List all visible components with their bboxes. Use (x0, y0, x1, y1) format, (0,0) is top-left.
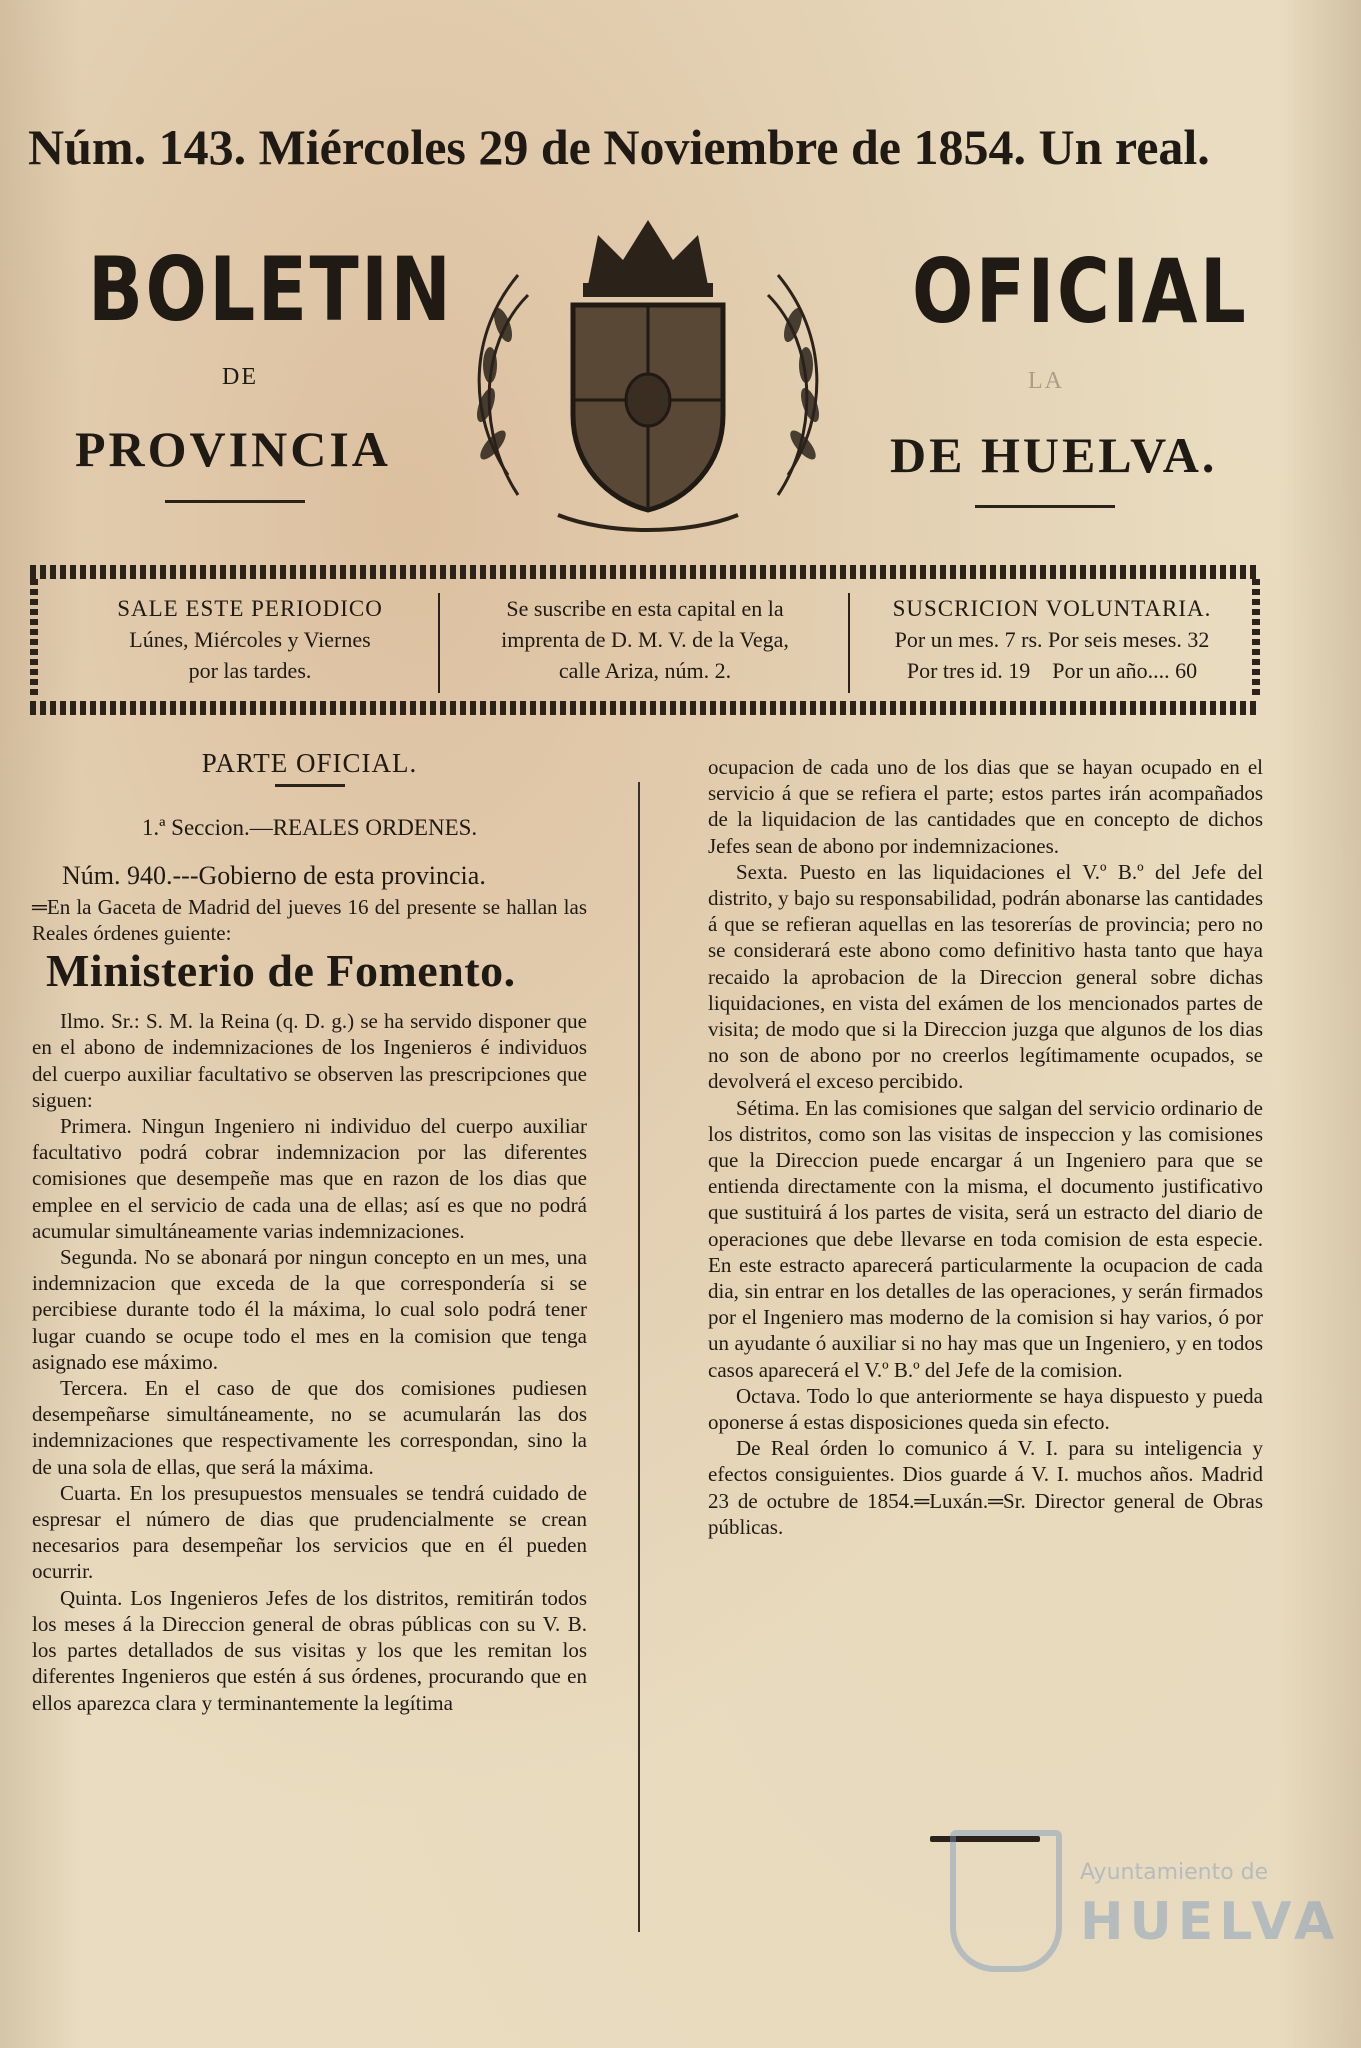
band-col3-line2: Por un mes. 7 rs. Por seis meses. 32 (894, 627, 1210, 652)
title-boletin: BOLETIN (88, 238, 454, 341)
band-col1-line3: por las tardes. (188, 658, 312, 683)
title-la: LA (1028, 368, 1064, 394)
band-col1-line2: Lúnes, Miércoles y Viernes (129, 627, 371, 652)
paragraph-quinta: Quinta. Los Ingenieros Jefes de los distritos, remitirán todos los meses á la Direccion general de obras públicas con su V. B. los partes detallados de sus visitas y los que les remitan los diferentes Ingenieros que estén á sus órdenes, procurando que en ellos aparezca clara y terminantemente la legítima (32, 1585, 587, 1715)
right-column (708, 754, 1263, 1540)
band-border-top (30, 565, 1260, 579)
paragraph-tercera: Tercera. En el caso de que dos comisiones pudiesen desempeñarse simultáneamente, no se acumularán las dos indemnizaciones que respectivamente les correspondan, sino la de una sola de ellas, que será la máxima. (32, 1376, 587, 1479)
paragraph-sexta: Sexta. Puesto en las liquidaciones el V.º B.º del Jefe del distrito, y bajo su responsabilidad, podrán abonarse las cantidades á que se refieran aquellas en las tesorerías de provincia; pero no se considerará este abono como definitivo hasta tanto que haya recaido la aprobacion de la Direccion general sobre dichas liquidaciones, en vista del exámen de los mencionados partes de visita; de modo que si la Direccion juzga que algunos de los dias no son de abono por no creerlos legítimamente ocupados, se devolverá el exceso percibido. (708, 859, 1263, 1094)
intro-paragraph: ═En la Gaceta de Madrid del jueves 16 del presente se hallan las Reales órdenes guiente: (32, 894, 587, 945)
seccion-heading: 1.ª Seccion.—REALES ORDENES. (141, 815, 478, 841)
band-publication-days (50, 593, 450, 686)
paragraph-setima: Sétima. En las comisiones que salgan del servicio ordinario de los distritos, como son las visitas de inspeccion y las comisiones que la Direccion puede encargar á un Ingeniero para que se entienda directamente con la misma, el documento justificativo que sustituirá á los partes de visita, será un estracto del diario de operaciones que debe llevarse en toda comision de esta especie. En este estracto aparecerá particularmente la ocupacion de cada dia, sin entrar en los detalles de las operaciones, y serán firmados por el Ingeniero mas moderno de la comision si hay varios, ó por un ayudante ó auxiliar si no hay mas que un Ingeniero, y en todos casos aparecerá el V.º B.º del Jefe de la comision. (708, 1095, 1263, 1382)
subscription-band (30, 565, 1260, 715)
title-de: DE (222, 364, 258, 390)
band-separator-1 (438, 593, 440, 693)
title-de-huelva: DE HUELVA. (890, 427, 1218, 483)
band-col3-line3: Por tres id. 19 Por un año.... 60 (906, 658, 1198, 683)
paragraph-octava: Octava. Todo lo que anteriormente se haya dispuesto y pueda oponerse á estas disposiciones queda sin efecto. (708, 1383, 1263, 1435)
paragraph-cuarta: Cuarta. En los presupuestos mensuales se tendrá cuidado de espresar el número de dias que prudencialmente se crean necesarios para desempeñar los servicios que en él pueden ocurrir. (32, 1480, 587, 1584)
column-divider (638, 782, 640, 1932)
watermark-small-text: Ayuntamiento de (1080, 1860, 1269, 1885)
paragraph-segunda: Segunda. No se abonará por ningun concepto en un mes, una indemnizacion que exceda de la que correspondería si se percibiese durante todo él la máxima, lo cual solo podrá tener lugar cuando se ocupe todo el mes en la comision que tenga asignado ese máximo. (32, 1245, 587, 1374)
left-column (32, 750, 587, 1716)
band-col3-line1: SUSCRICION VOLUNTARIA. (892, 596, 1212, 621)
paragraph-primera: Primera. Ningun Ingeniero ni individuo del cuerpo auxiliar facultativo podrá cobrar indemnizacion por las diferentes comisiones que desempeñe mas que en razon de los dias que emplee en el servicio de cada una de ellas; así es que no podrá acumular simultáneamente varias indemnizaciones. (32, 1114, 587, 1243)
title-ornament-left (165, 500, 305, 503)
band-col2-line3: calle Ariza, núm. 2. (558, 658, 732, 683)
watermark-shield-icon (950, 1830, 1062, 1972)
band-separator-2 (848, 593, 850, 693)
band-subscription-place (445, 593, 845, 686)
title-ornament-right (975, 505, 1115, 508)
order-number-line: Núm. 940.---Gobierno de esta provincia. (62, 861, 486, 891)
band-col2-line1: Se suscribe en esta capital en la (506, 596, 784, 621)
paragraph-intro-order: Ilmo. Sr.: S. M. la Reina (q. D. g.) se ha servido disponer que en el abono de indemnizaciones de los Ingenieros é individuos del cuerpo auxiliar facultativo se observen las prescripciones que siguen: (32, 1009, 587, 1112)
band-border-bottom (30, 701, 1260, 715)
band-col1-line1: SALE ESTE PERIODICO (117, 596, 383, 621)
watermark-big-text: HUELVA (1080, 1892, 1341, 1952)
band-col2-line2: imprenta de D. M. V. de la Vega, (501, 627, 789, 652)
band-border-right (1252, 579, 1260, 699)
ministerio-heading: Ministerio de Fomento. (46, 945, 516, 997)
band-border-left (30, 579, 38, 699)
parte-oficial-heading: PARTE OFICIAL. (201, 748, 418, 778)
band-subscription-prices (852, 593, 1252, 686)
issue-line: Núm. 143. Miércoles 29 de Noviembre de 1854. Un real. (28, 119, 1210, 175)
title-oficial: OFICIAL (912, 240, 1249, 343)
paragraph-quinta-continued: ocupacion de cada uno de los dias que se hayan ocupado en el servicio á que se refiera el parte; estos partes irán acompañados de la liquidacion de las cantidades que en concepto de dichos Jefes sean de abono por indemnizaciones. (708, 755, 1263, 858)
paragraph-closing: De Real órden lo comunico á V. I. para su inteligencia y efectos consiguientes. Dios guarde á V. I. muchos años. Madrid 23 de octubre de 1854.═Luxán.═Sr. Director general de Obras públicas. (708, 1436, 1263, 1539)
title-provincia: PROVINCIA (75, 421, 391, 477)
coat-of-arms-emblem (448, 215, 848, 535)
archive-watermark (950, 1800, 1341, 2000)
heading-ornament (275, 784, 345, 787)
